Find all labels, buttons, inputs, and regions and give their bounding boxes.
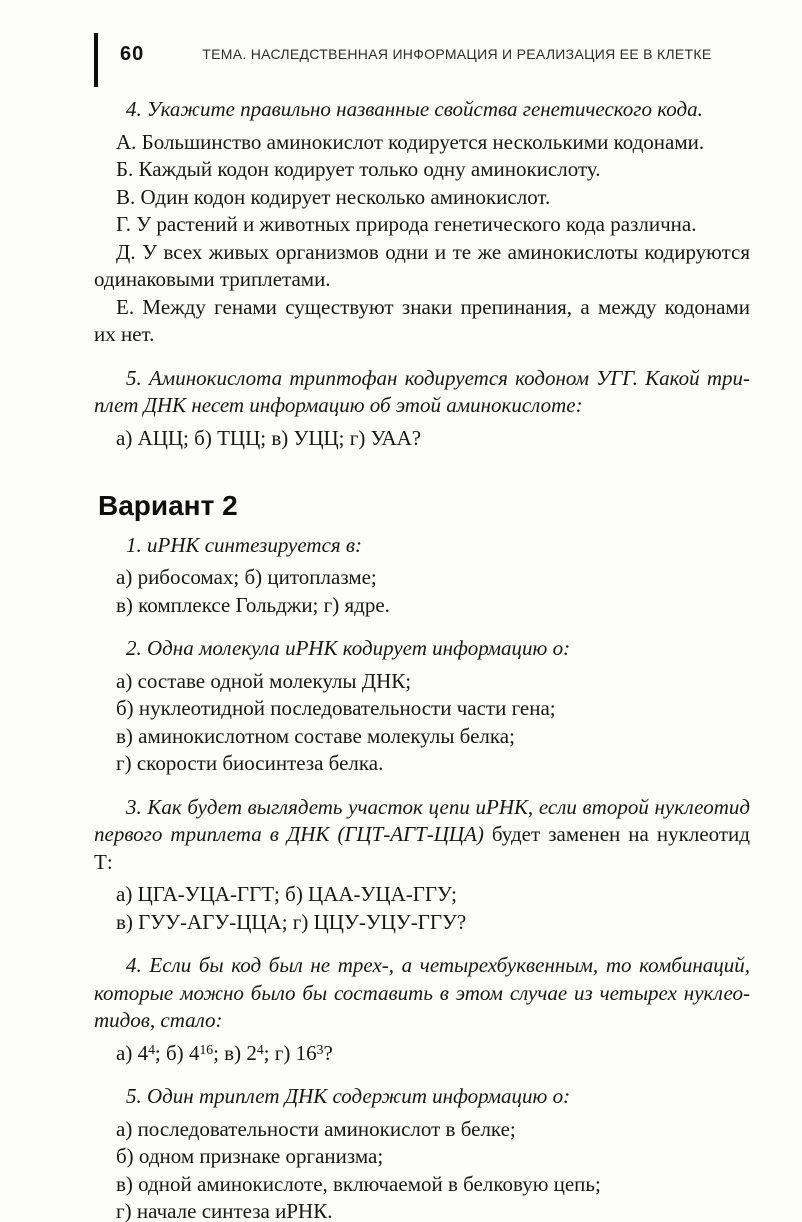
question-v2-1-options-line2: в) комплексе Гольджи; г) ядре. (116, 592, 390, 617)
page-number: 60 (120, 43, 145, 65)
question-v1-4-option-b: Б. Каждый кодон кодирует только одну аминокислоту. (116, 157, 601, 181)
question-v2-5-option-v: в) одной аминокислоте, включаемой в белковую цепь; (116, 1171, 601, 1196)
question-v2-2-option-g: г) скорости биосинтеза белка. (116, 751, 384, 775)
page-header (94, 33, 750, 87)
question-v2-2 (94, 635, 750, 778)
answer-b-separator: ; (213, 1040, 219, 1065)
answer-b-exponent: 16 (199, 1041, 214, 1057)
question-v2-3-stem-roman: будет заменен на нуклеотид Т: (94, 822, 750, 874)
question-v2-3-stem (94, 794, 750, 877)
question-v1-4 (94, 96, 750, 349)
question-v1-5 (94, 365, 750, 453)
question-v2-2-stem: 2. Одна молекула иРНК кодирует информацию о: (126, 636, 571, 660)
question-v2-5-option-g: г) начале синтеза иРНК. (116, 1199, 333, 1222)
answer-g-base: 16 (295, 1040, 317, 1065)
question-v1-5-stem: 5. Аминокислота триптофан кодируется кодоном УГГ. Какой триплет ДНК несет информацию об этой аминокислоте: (94, 365, 750, 417)
question-v1-4-stem: 4. Укажите правильно названные свойства генетического кода. (126, 97, 703, 121)
question-v2-5-stem: 5. Один триплет ДНК содержит информацию о: (126, 1084, 571, 1108)
header-vertical-rule (94, 33, 98, 87)
answer-v-separator: ; (263, 1040, 270, 1065)
question-v2-1 (94, 532, 750, 620)
answer-g-label: г) (274, 1040, 291, 1065)
question-v2-5 (94, 1083, 750, 1222)
question-v2-3-options-line1: а) ЦГА-УЦА-ГГТ; б) ЦАА-УЦА-ГГУ; (116, 882, 457, 906)
question-v2-1-stem: 1. иРНК синтезируется в: (126, 532, 363, 557)
page-content (94, 96, 750, 1222)
answer-g-separator: ? (323, 1040, 333, 1065)
question-v2-4-stem: 4. Если бы код был не трех-, а четырехбуквенным, то комбинаций, которые можно было бы составить в этом случае из четырех нуклеотидов, стало: (94, 953, 750, 1032)
question-v2-2-option-v: в) аминокислотном составе молекулы белка; (116, 723, 515, 748)
question-v1-5-answers: а) АЦЦ; б) ТЦЦ; в) УЦЦ; г) УАА? (116, 425, 422, 450)
answer-a-exponent: 4 (148, 1041, 155, 1057)
question-v1-4-option-a: А. Большинство аминокислот кодируется несколькими кодонами. (116, 129, 705, 154)
answer-b-base: 4 (188, 1040, 200, 1065)
question-v1-4-option-v: В. Один кодон кодирует несколько аминокислот. (116, 184, 551, 209)
question-v2-4-answers (94, 1040, 750, 1068)
question-v2-2-option-b: б) нуклеотидной последовательности части гена; (116, 696, 556, 720)
answer-g-exponent: 3 (316, 1041, 324, 1057)
question-v1-4-option-e: Е. Между генами существуют знаки препинания, а между кодонами их нет. (94, 294, 750, 346)
answer-a-separator: ; (154, 1040, 161, 1065)
answer-a-base: 4 (137, 1040, 149, 1065)
question-v2-5-option-b: б) одном признаке организма; (116, 1144, 384, 1168)
answer-v-label: в) (224, 1040, 242, 1065)
answer-v-exponent: 4 (256, 1041, 264, 1057)
question-v2-5-option-a: а) последовательности аминокислот в белке; (116, 1116, 516, 1141)
answer-b-label: б) (166, 1040, 184, 1065)
running-head: ТЕМА. НАСЛЕДСТВЕННАЯ ИНФОРМАЦИЯ И РЕАЛИЗАЦИЯ ЕЕ В КЛЕТКЕ (202, 46, 712, 62)
question-v2-3-options-line2: в) ГУУ-АГУ-ЦЦА; г) ЦЦУ-УЦУ-ГГУ? (116, 909, 467, 934)
answer-a-label: а) (116, 1040, 133, 1065)
answer-v-base: 2 (246, 1040, 257, 1065)
question-v2-3 (94, 794, 750, 937)
question-v1-4-option-d: Д. У всех живых организмов одни и те же аминокислоты кодируются одинаковыми триплетами. (94, 239, 750, 291)
question-v2-1-options-line1: а) рибосомах; б) цитоплазме; (116, 565, 377, 589)
question-v1-4-option-g: Г. У растений и животных природа генетического кода различна. (116, 212, 697, 236)
question-v2-4 (94, 952, 750, 1067)
question-v2-2-option-a: а) составе одной молекулы ДНК; (116, 668, 412, 693)
variant-2-heading: Вариант 2 (98, 490, 238, 521)
question-v2-3-stem-italic: 3. Как будет выглядеть участок цепи иРНК, если второй нуклеотид первого триплета в ДНК (ГЦТ-АГТ-ЦЦА) (94, 794, 750, 846)
